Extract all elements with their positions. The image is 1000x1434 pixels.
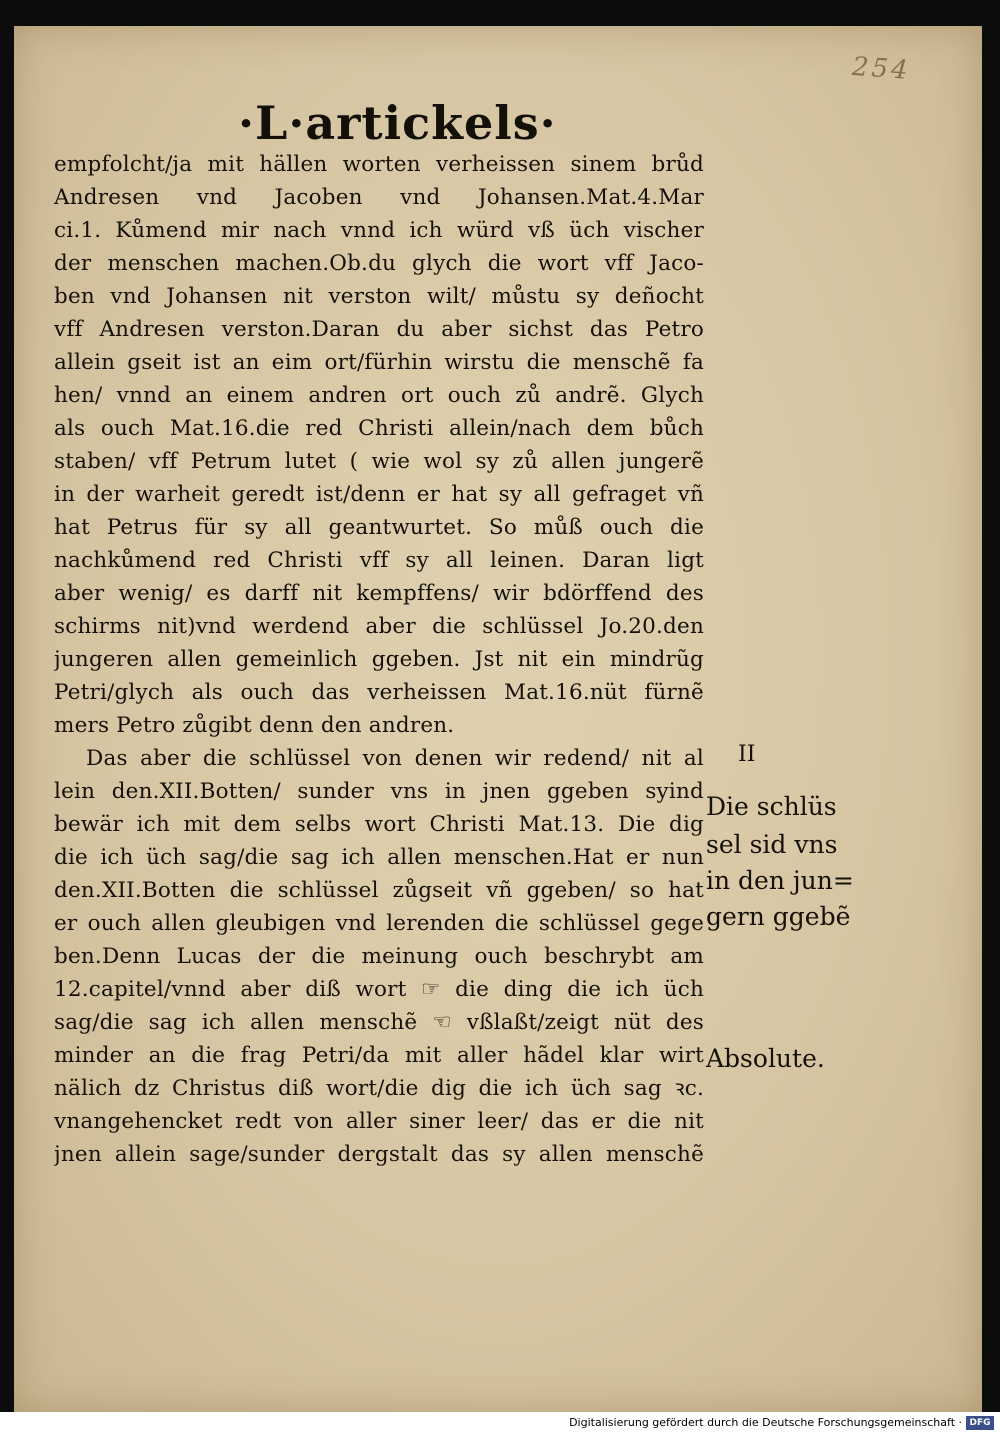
text-line: aber wenig/ es darff nit kempffens/ wir bdörffend des <box>54 581 704 606</box>
text-line: staben/ vff Petrum lutet ( wie wol sy zů allen jungerẽ <box>54 449 704 474</box>
running-header: ·L·artickels· <box>238 96 557 150</box>
text-line: lein den.XII.Botten/ sunder vns in jnen ggeben syind <box>54 779 704 804</box>
text-line: vnangehencket redt von aller siner leer/ das er die nit <box>54 1109 704 1134</box>
text-line: in der warheit geredt ist/denn er hat sy all gefraget vñ <box>54 482 704 507</box>
text-line: jnen allein sage/sunder dergstalt das sy allen menschẽ <box>54 1142 704 1167</box>
text-line: der menschen machen.Ob.du glych die wort vff Jaco- <box>54 251 704 276</box>
text-line: 12.capitel/vnnd aber diß wort ☞ die ding die ich üch <box>54 977 704 1002</box>
text-line: allein gseit ist an eim ort/fürhin wirstu die menschẽ fa <box>54 350 704 375</box>
page-number: 254 <box>851 51 912 87</box>
text-line: schirms nit)vnd werdend aber die schlüssel Jo.20.den <box>54 614 704 639</box>
text-line: ben.Denn Lucas der die meinung ouch beschrybt am <box>54 944 704 969</box>
text-line: minder an die frag Petri/da mit aller hãdel klar wirt <box>54 1043 704 1068</box>
text-line: nachkůmend red Christi vff sy all leinen. Daran ligt <box>54 548 704 573</box>
text-line: mers Petro zůgibt denn den andren. <box>54 713 455 738</box>
text-line: empfolcht/ja mit hällen worten verheissen sinem brůd <box>54 152 704 177</box>
text-line: hat Petrus für sy all geantwurtet. So můß ouch die <box>54 515 704 540</box>
text-line: hen/ vnnd an einem andren ort ouch zů andrẽ. Glych <box>54 383 704 408</box>
margin-numeral: II <box>738 742 756 767</box>
text-line: ben vnd Johansen nit verston wilt/ můstu sy deñocht <box>54 284 704 309</box>
text-line: sag/die sag ich allen menschẽ ☜ vßlaßt/zeigt nüt des <box>54 1010 704 1035</box>
text-line: vff Andresen verston.Daran du aber sichst das Petro <box>54 317 704 342</box>
text-line: als ouch Mat.16.die red Christi allein/nach dem bůch <box>54 416 704 441</box>
funding-credit: Digitalisierung gefördert durch die Deutsche Forschungsgemeinschaft · <box>569 1416 962 1429</box>
margin-note-line: sel sid vns <box>706 830 838 859</box>
text-line: Andresen vnd Jacoben vnd Johansen.Mat.4.Mar <box>54 185 704 210</box>
text-line: bewär ich mit dem selbs wort Christi Mat.13. Die dig <box>54 812 704 837</box>
dfg-logo: DFG <box>966 1416 994 1430</box>
text-line: er ouch allen gleubigen vnd lerenden die schlüssel gege <box>54 911 704 936</box>
text-line: Das aber die schlüssel von denen wir redend/ nit al <box>86 746 704 771</box>
text-line: den.XII.Botten die schlüssel zůgseit vñ ggeben/ so hat <box>54 878 704 903</box>
text-line: jungeren allen gemeinlich ggeben. Jst nit ein mindrũg <box>54 647 704 672</box>
text-line: Petri/glych als ouch das verheissen Mat.16.nüt fürnẽ <box>54 680 704 705</box>
text-line: nälich dz Christus diß wort/die dig die ich üch sag ꝛc. <box>54 1076 704 1101</box>
text-line: ci.1. Kůmend mir nach vnnd ich würd vß üch vischer <box>54 218 704 243</box>
margin-note-line: gern ggebẽ <box>706 902 851 931</box>
margin-note-absolute: Absolute. <box>706 1044 825 1073</box>
margin-note-line: in den jun= <box>706 866 854 895</box>
text-line: die ich üch sag/die sag ich allen menschen.Hat er nun <box>54 845 704 870</box>
margin-note-line: Die schlüs <box>706 792 837 821</box>
